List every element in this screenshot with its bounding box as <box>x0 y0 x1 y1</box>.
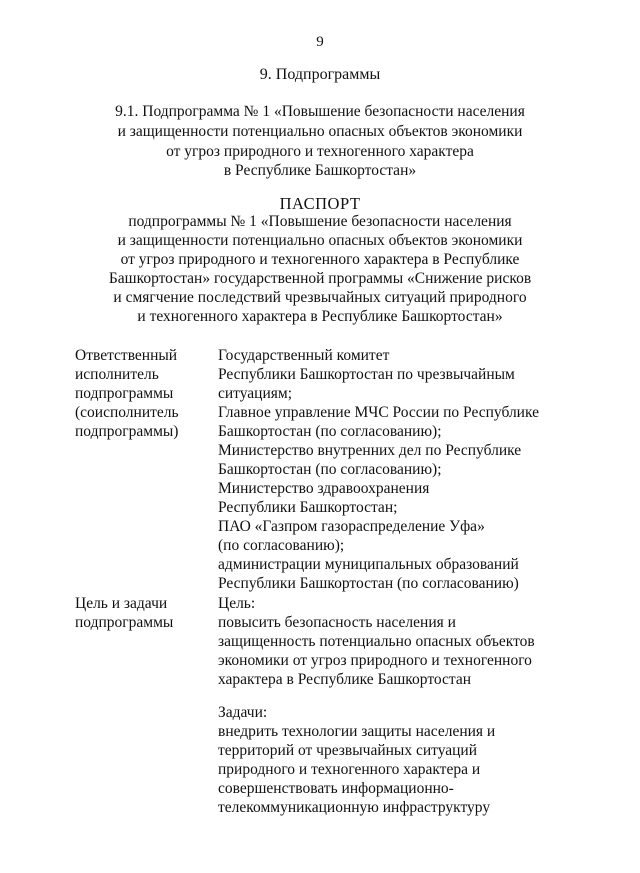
row-label-line: подпрограммы <box>75 614 174 631</box>
passport-title: ПАСПОРТ <box>279 194 361 213</box>
passport-subtitle-line: и защищенности потенциально опасных объектов экономики <box>117 232 523 249</box>
passport-subtitle-line: и техногенного характера в Республике Башкортостан» <box>137 308 503 325</box>
row-value-line: Башкортостан (по согласованию); <box>218 461 442 478</box>
row-label-line: подпрограммы) <box>75 423 179 440</box>
section-heading: 9. Подпрограммы <box>259 66 381 83</box>
passport-subtitle-line: подпрограммы № 1 «Повышение безопасности населения <box>128 213 512 230</box>
row-value-line: Министерство здравоохранения <box>218 480 430 497</box>
row-value-line: Республики Башкортостан (по согласованию) <box>218 575 519 592</box>
row-label-line: исполнитель <box>75 366 159 383</box>
row-value-line: территорий от чрезвычайных ситуаций <box>218 742 478 759</box>
row-value-line: Задачи: <box>218 704 268 721</box>
row-label-line: Ответственный <box>75 347 178 364</box>
row-value-line: Государственный комитет <box>218 347 390 364</box>
row-value-line: Республики Башкортостан по чрезвычайным <box>218 366 515 383</box>
row-value-line: (по согласованию); <box>218 537 345 554</box>
row-value-line: повысить безопасность населения и <box>218 614 456 631</box>
row-value-line: природного и техногенного характера и <box>218 761 481 778</box>
row-value-line: Республики Башкортостан; <box>218 499 398 516</box>
page-number: 9 <box>316 34 324 50</box>
passport-subtitle-line: и смягчение последствий чрезвычайных ситуаций природного <box>113 289 527 306</box>
row-value-line: экономики от угроз природного и техногенного <box>218 652 532 669</box>
row-value-line: характера в Республике Башкортостан <box>218 671 472 688</box>
row-value-line: ПАО «Газпром газораспределение Уфа» <box>218 518 485 535</box>
row-value-line: Цель: <box>218 595 256 612</box>
row-value-line: совершенствовать информационно- <box>218 780 454 797</box>
row-value-line: Башкортостан (по согласованию); <box>218 423 442 440</box>
passport-subtitle-line: от угроз природного и техногенного характера в Республике <box>120 251 520 268</box>
row-value-line: защищенность потенциально опасных объектов <box>218 633 535 650</box>
row-label-line: подпрограммы <box>75 385 174 402</box>
row-value-line: администрации муниципальных образований <box>218 556 519 573</box>
subsection-title-line: в Республике Башкортостан» <box>223 162 417 179</box>
row-label-line: (соисполнитель <box>75 404 179 421</box>
row-value-line: внедрить технологии защиты населения и <box>218 723 496 740</box>
row-value-line: телекоммуникационную инфраструктуру <box>218 799 491 816</box>
row-value-line: Министерство внутренних дел по Республике <box>218 442 522 459</box>
subsection-title-line: 9.1. Подпрограмма № 1 «Повышение безопасности населения <box>115 103 525 120</box>
subsection-title-line: и защищенности потенциально опасных объектов экономики <box>117 123 523 140</box>
row-value-line: Главное управление МЧС России по Республике <box>218 404 540 421</box>
subsection-title-line: от угроз природного и техногенного характера <box>166 143 474 160</box>
row-value-line: ситуациям; <box>218 385 293 402</box>
row-label-line: Цель и задачи <box>75 595 168 612</box>
passport-subtitle-line: Башкортостан» государственной программы «Снижение рисков <box>108 270 532 287</box>
